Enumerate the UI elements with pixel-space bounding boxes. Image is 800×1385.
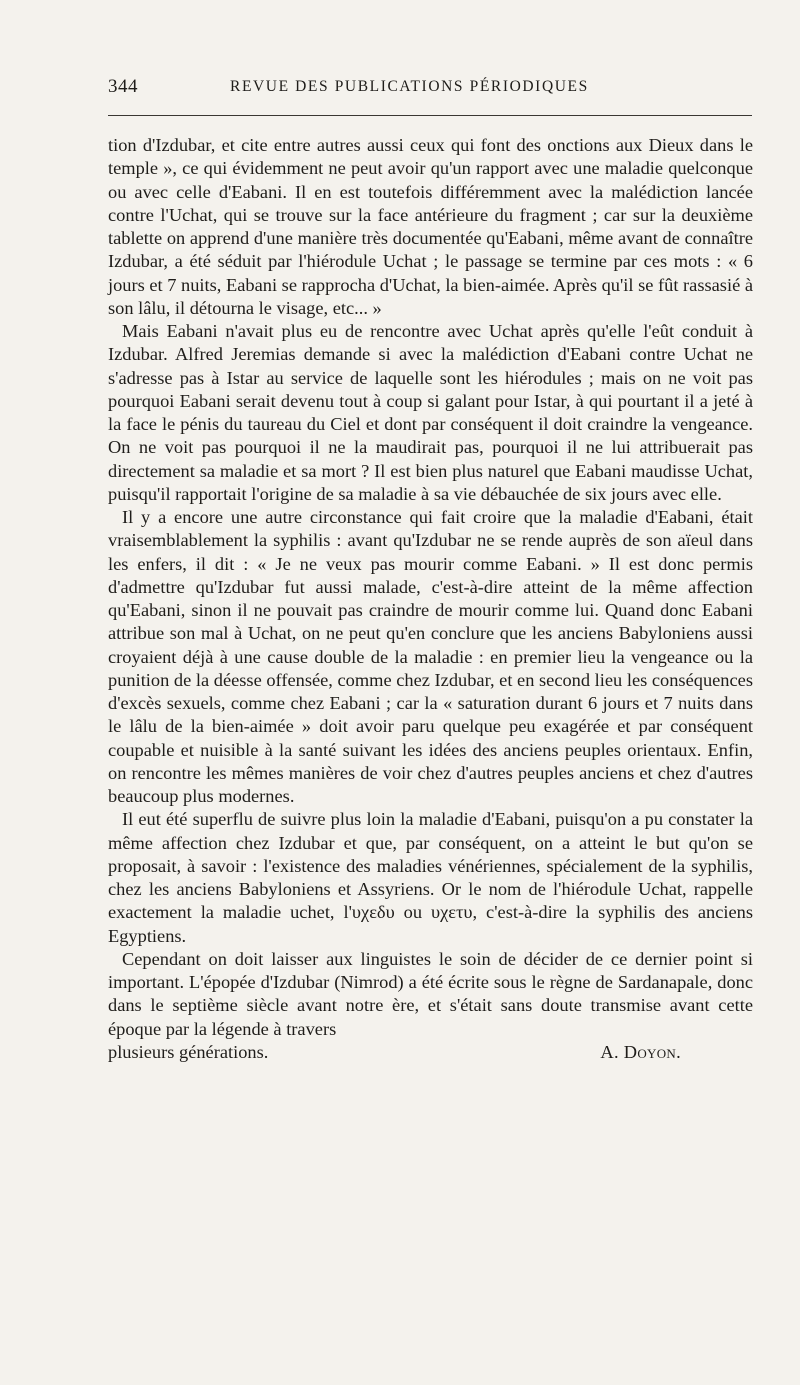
- journal-title: REVUE DES PUBLICATIONS PÉRIODIQUES: [230, 78, 589, 95]
- paragraph-2: Mais Eabani n'avait plus eu de rencontre avec Uchat après qu'elle l'eût conduit à Izdubar. Alfred Jeremias demande si avec la malédiction d'Eabani contre Uchat ne s'adresse pas à Istar au service de laquelle sont les hiérodules ; mais on ne voit pas pourquoi Eabani serait devenu tout à coup si galant pour Istar, à qui pourtant il a jeté à la face le pénis du taureau du Ciel et dont par conséquent il doit craindre la vengeance. On ne voit pas pourquoi il ne la maudirait pas, pourquoi il ne lui attribuerait pas directement sa maladie et sa mort ? Il est bien plus naturel que Eabani maudisse Uchat, puisqu'il rapportait l'origine de sa maladie à sa vie débauchée de six jours avec elle.: [108, 321, 753, 504]
- running-head: [108, 76, 752, 106]
- paragraph-4: Il eut été superflu de suivre plus loin la maladie d'Eabani, puisqu'on a pu constater la même affection chez Izdubar et que, par conséquent, on a atteint le but qu'on se proposait, à savoir : l'existence des maladies vénériennes, spécialement de la syphilis, chez les anciens Babyloniens et Assyriens. Or le nom de l'hiérodule Uchat, rappelle exactement la maladie uchet, l'υχεδυ ou υχετυ, c'est-à-dire la syphilis des anciens Egyptiens.: [108, 809, 753, 946]
- header-rule: [108, 115, 752, 116]
- closing-text: plusieurs générations.: [108, 1041, 269, 1062]
- body-text: [108, 134, 753, 1064]
- paragraph-1: tion d'Izdubar, et cite entre autres aussi ceux qui font des onctions aux Dieux dans le temple », ce qui évidemment ne peut avoir qu'un rapport avec une maladie quelconque ou avec celle d'Eabani. Il en est toutefois différemment avec la malédiction lancée contre l'Uchat, qui se trouve sur la face antérieure du fragment ; car sur la deuxième tablette on apprend d'une manière très documentée qu'Eabani, même avant de connaître Izdubar, a été séduit par l'hiérodule Uchat ; le passage se termine par ces mots : « 6 jours et 7 nuits, Eabani se rapprocha d'Uchat, la bien-aimée. Après qu'il se fût rassasié à son lâlu, il détourna le visage, etc... »: [108, 135, 753, 318]
- paragraph-3: Il y a encore une autre circonstance qui fait croire que la maladie d'Eabani, était vraisemblablement la syphilis : avant qu'Izdubar ne se rende auprès de son aïeul dans les enfers, il dit : « Je ne veux pas mourir comme Eabani. » Il est donc permis d'admettre qu'Izdubar fut aussi malade, c'est-à-dire atteint de la même affection qu'Eabani, sinon il ne pouvait pas craindre de mourir comme lui. Quand donc Eabani attribue son mal à Uchat, on ne peut qu'en conclure que les anciens Babyloniens aussi croyaient déjà à une cause double de la maladie : en premier lieu la vengeance ou la punition de la déesse offensée, comme chez Izdubar, et en second lieu les conséquences d'excès sexuels, comme chez Eabani ; car la « saturation durant 6 jours et 7 nuits dans le lâlu de la bien-aimée » doit avoir paru quelque peu exagérée et par conséquent coupable et nuisible à la santé suivant les idées des anciens peuples orientaux. Enfin, on rencontre les mêmes manières de voir chez d'autres peuples anciens et chez d'autres beaucoup plus modernes.: [108, 507, 753, 806]
- closing-line: [108, 1041, 753, 1064]
- paragraph-5: Cependant on doit laisser aux linguistes le soin de décider de ce dernier point si important. L'épopée d'Izdubar (Nimrod) a été écrite sous le règne de Sardanapale, donc dans le septième siècle avant notre ère, et s'était sans doute transmise avant cette époque par la légende à travers: [108, 948, 753, 1039]
- page-number: 344: [108, 76, 138, 97]
- author-signature: A. Doyon.: [600, 1041, 681, 1062]
